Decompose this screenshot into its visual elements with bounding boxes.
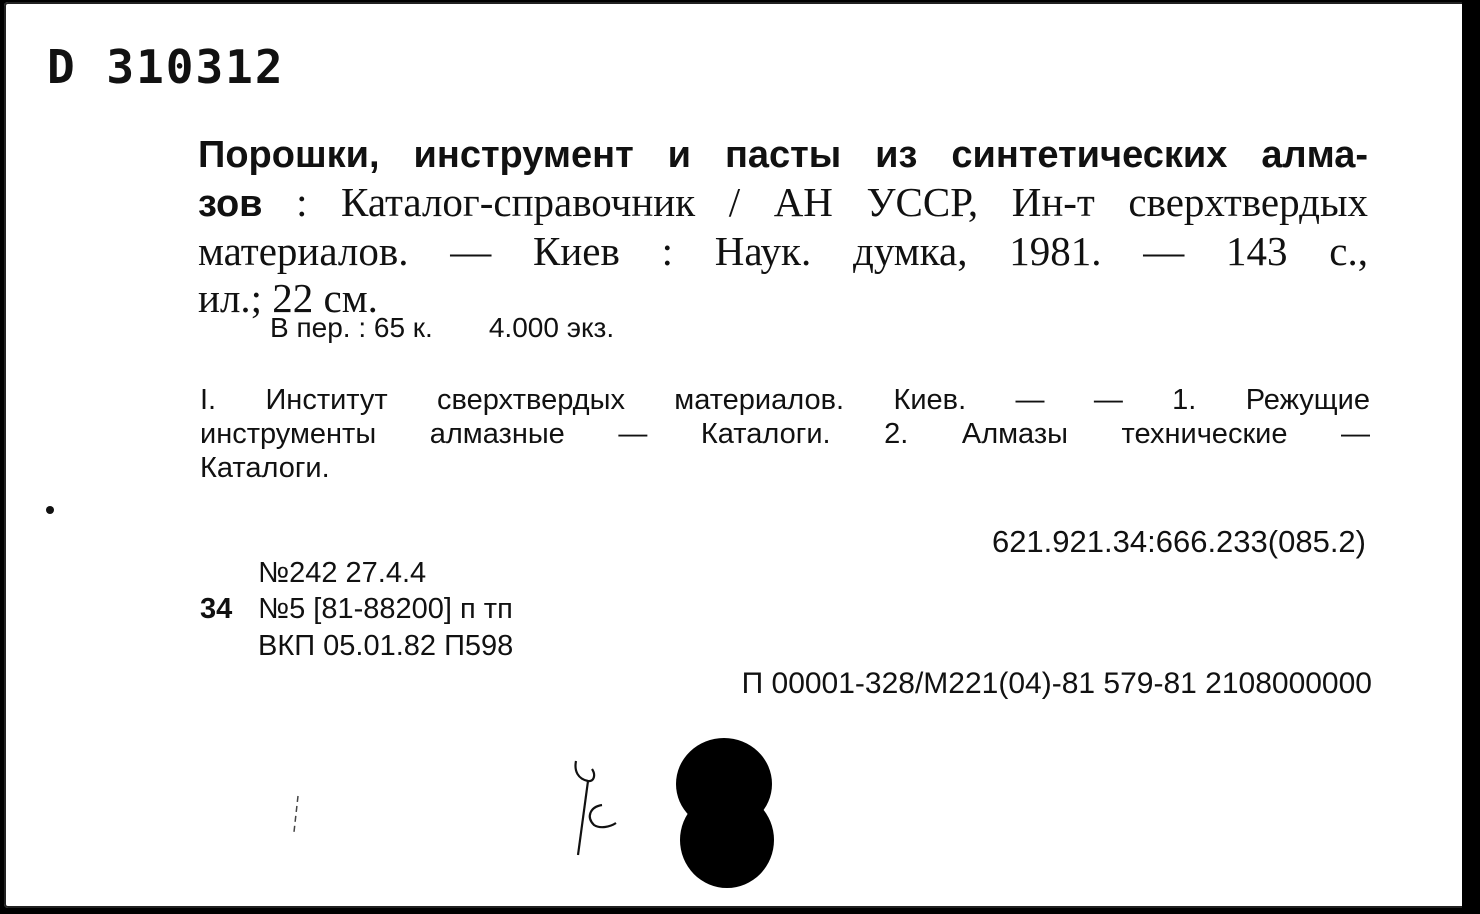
ink-blot-lower xyxy=(680,792,774,888)
bibliographic-description xyxy=(198,130,1368,322)
handwritten-mark xyxy=(560,755,630,865)
title-line-3: материалов. — Киев : Наук. думка, 1981. — 143 с., xyxy=(198,228,1368,274)
subjects-line-1: I. Институт сверхтвердых материалов. Киев. — — 1. Режущие xyxy=(200,384,1370,416)
meta-line-3: ВКП 05.01.82 П598 xyxy=(258,630,514,662)
title-line-2: зов : Каталог-справочник / АН УССР, Ин-т сверхтвердых xyxy=(198,179,1368,225)
price: В пер. : 65 к. xyxy=(270,312,433,343)
meta-number: 34 xyxy=(200,593,233,625)
subjects-line-2: инструменты алмазные — Каталоги. 2. Алмазы технические — xyxy=(200,418,1370,450)
price-line xyxy=(270,312,614,344)
udc-code: 621.921.34:666.233(085.2) xyxy=(991,524,1366,559)
card-edge-shadow xyxy=(1462,0,1480,914)
meta-line-1: №242 27.4.4 xyxy=(258,557,427,589)
title-line-1: Порошки, инструмент и пасты из синтетических алма- xyxy=(198,134,1368,176)
pencil-mark xyxy=(282,790,312,840)
dot-mark xyxy=(46,506,54,514)
title-line-4: ил.; 22 см. xyxy=(198,275,378,321)
publication-code: П 00001-328/М221(04)-81 579-81 2108000000 xyxy=(741,667,1372,700)
subjects-line-3: Каталоги. xyxy=(200,452,330,484)
copies: 4.000 экз. xyxy=(488,312,615,343)
accession-number: D 310312 xyxy=(47,40,285,94)
meta-line-2: №5 [81-88200] п тп xyxy=(258,593,513,625)
subject-headings xyxy=(200,383,1370,485)
